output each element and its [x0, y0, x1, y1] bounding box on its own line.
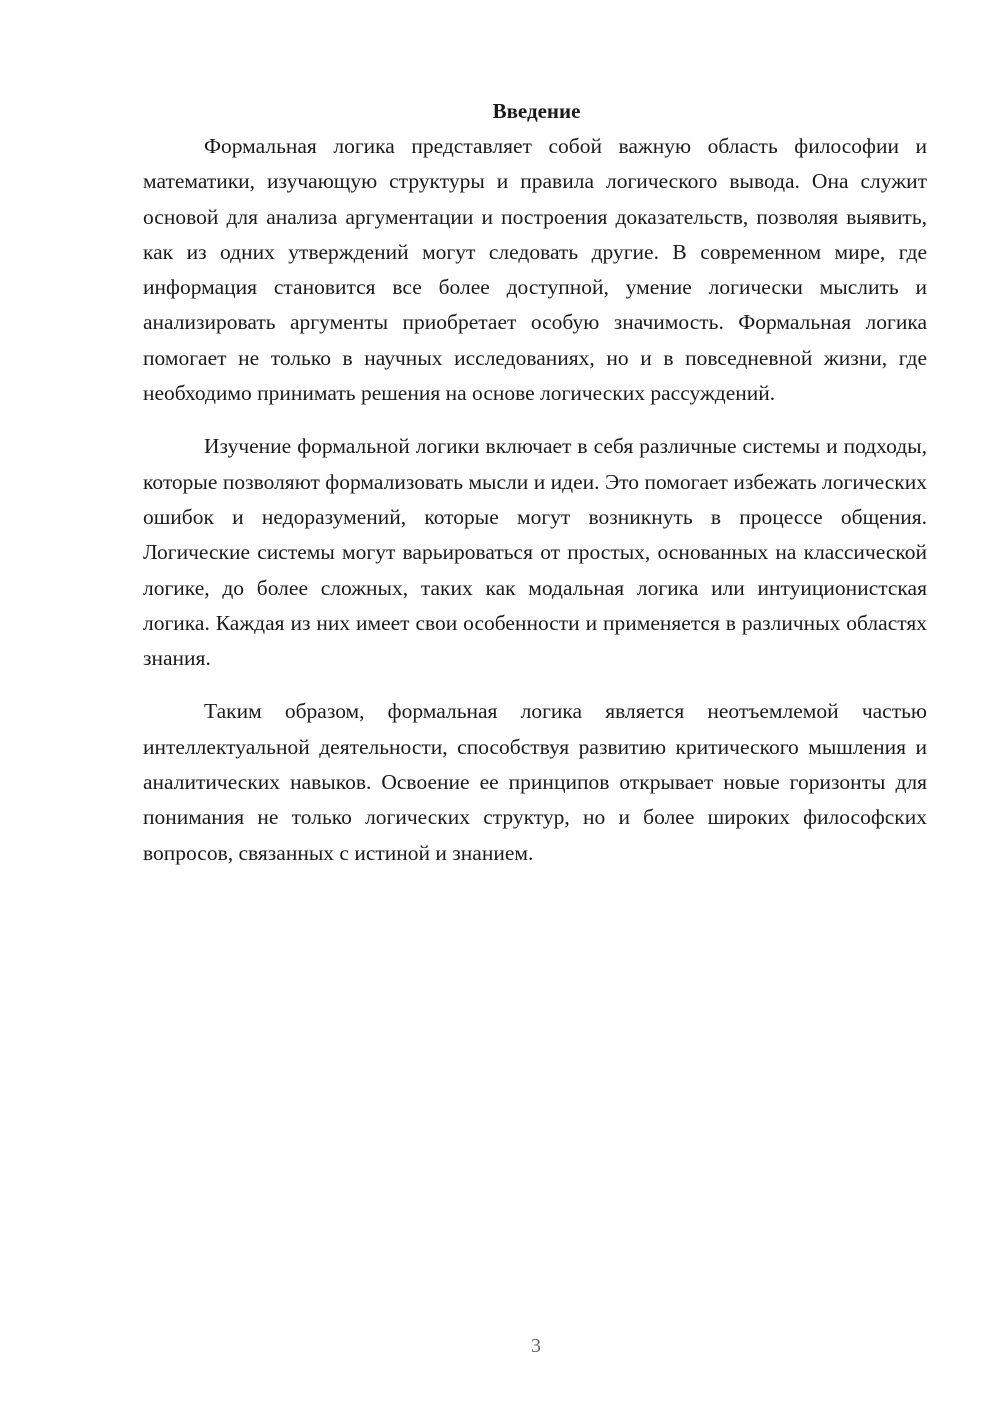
paragraph-3: Таким образом, формальная логика является неотъемлемой частью интеллектуальной деятельности, способствуя развитию критического мышления и аналитических навыков. Освоение ее принципов открывает новые горизонты для понимания не только логических структур, но и более широких философских вопросов, связанных с истиной и знанием.: [143, 699, 927, 865]
section-heading: Введение: [492, 99, 581, 123]
paragraph-1: Формальная логика представляет собой важную область философии и математики, изучающую структуры и правила логического вывода. Она служит основой для анализа аргументации и построения доказательств, позволяя выявить, как из одних утверждений могут следовать другие. В современном мире, где информация становится все более доступной, умение логически мыслить и анализировать аргументы приобретает особую значимость. Формальная логика помогает не только в научных исследованиях, но и в повседневной жизни, где необходимо принимать решения на основе логических рассуждений.: [143, 134, 927, 406]
page-content: [143, 94, 927, 871]
page-number: 3: [531, 1335, 541, 1357]
paragraph-2: Изучение формальной логики включает в себя различные системы и подходы, которые позволяют формализовать мысли и идеи. Это помогает избежать логических ошибок и недоразумений, которые могут возникнуть в процессе общения. Логические системы могут варьироваться от простых, основанных на классической логике, до более сложных, таких как модальная логика или интуиционистская логика. Каждая из них имеет свои особенности и применяется в различных областях знания.: [143, 434, 927, 671]
